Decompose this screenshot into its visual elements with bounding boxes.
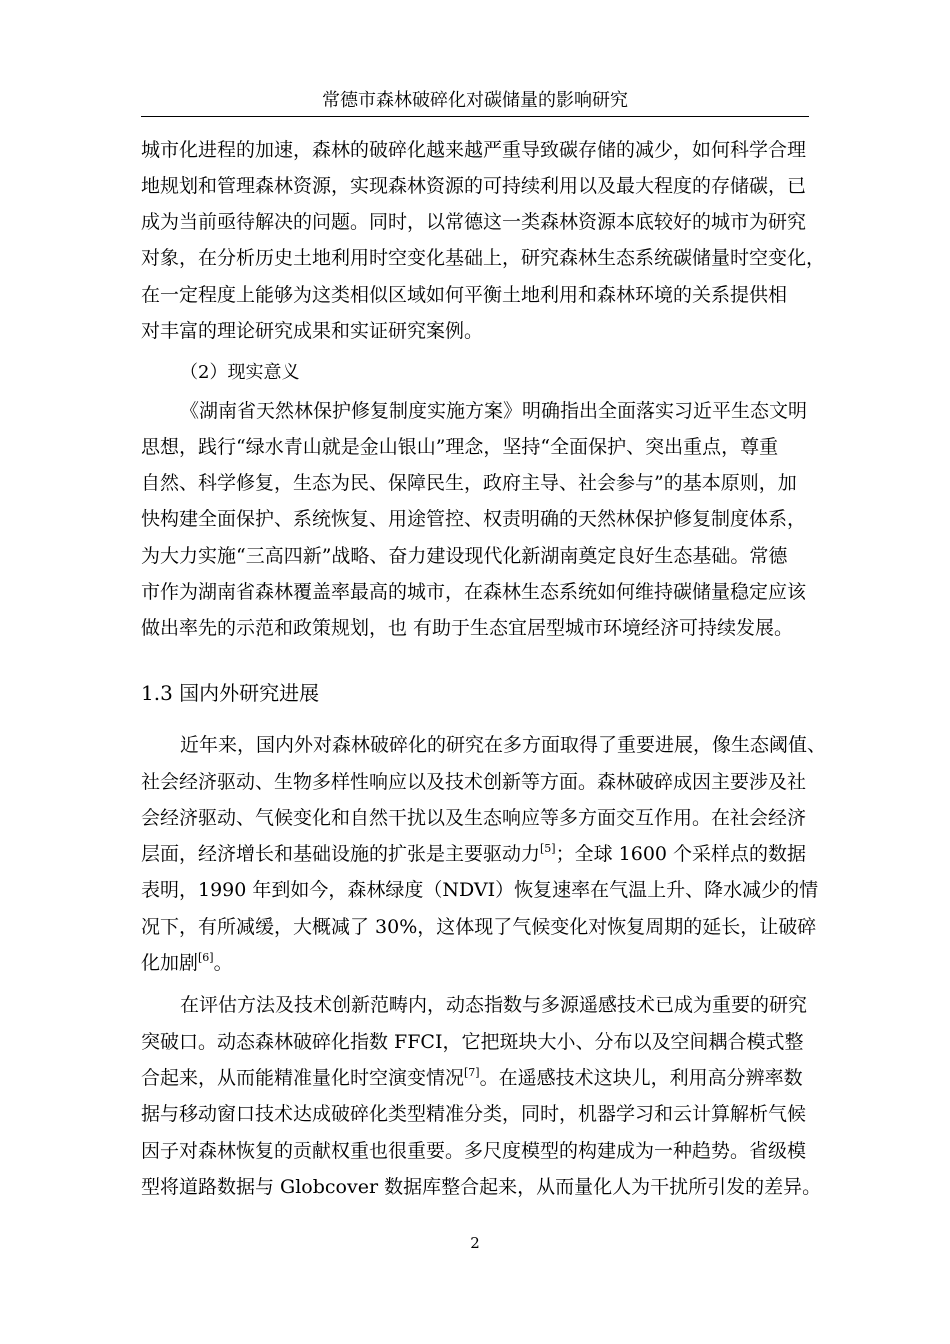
para2-line-4: 快构建全面保护、系统恢复、用途管控、权责明确的天然林保护修复制度体系， <box>141 508 807 530</box>
para3-line-4 <box>141 840 806 868</box>
para1-line-6: 对丰富的理论研究成果和实证研究案例。 <box>141 320 484 342</box>
running-header: 常德市森林破碎化对碳储量的影响研究 <box>141 86 809 117</box>
para2-line-1: 《湖南省天然林保护修复制度实施方案》明确指出全面落实习近平生态文明 <box>180 400 808 422</box>
para3-line-4-text-a: 层面，经济增长和基础设施的扩张是主要驱动力 <box>141 843 541 865</box>
subheading-practical-significance: （2）现实意义 <box>180 362 300 383</box>
para1-line-3: 成为当前亟待解决的问题。同时，以常德这一类森林资源本底较好的城市为研究 <box>141 211 807 233</box>
para4-line-1: 在评估方法及技术创新范畴内，动态指数与多源遥感技术已成为重要的研究 <box>180 994 808 1016</box>
para3-line-1: 近年来，国内外对森林破碎化的研究在多方面取得了重要进展，像生态阈值、 <box>180 734 827 756</box>
para4-line-3-text-b: 。在遥感技术这块儿，利用高分辨率数 <box>479 1067 803 1089</box>
para4-line-2: 突破口。动态森林破碎化指数 FFCI，它把斑块大小、分布以及空间耦合模式整 <box>141 1031 804 1053</box>
para1-line-2: 地规划和管理森林资源，实现森林资源的可持续利用以及最大程度的存储碳，已 <box>141 175 807 197</box>
para3-line-7 <box>141 949 233 977</box>
para4-line-5: 因子对森林恢复的贡献权重也很重要。多尺度模型的构建成为一种趋势。省级模 <box>141 1140 807 1162</box>
para3-line-7-text-b: 。 <box>213 952 233 974</box>
para3-line-4-text-b: ；全球 1600 个采样点的数据 <box>555 843 807 865</box>
para2-line-2: 思想，践行“绿水青山就是金山银山”理念，坚持“全面保护、突出重点，尊重 <box>141 436 779 458</box>
para2-line-7: 做出率先的示范和政策规划，也 有助于生态宜居型城市环境经济可持续发展。 <box>141 617 794 639</box>
citation-7[interactable]: [7] <box>464 1066 480 1079</box>
para4-line-6: 型将道路数据与 Globcover 数据库整合起来，从而量化人为干扰所引发的差异。 <box>141 1176 822 1198</box>
para2-line-5: 为大力实施“三高四新”战略、奋力建设现代化新湖南奠定良好生态基础。常德 <box>141 545 788 567</box>
citation-5[interactable]: [5] <box>540 842 556 855</box>
para1-line-4: 对象，在分析历史土地利用时空变化基础上，研究森林生态系统碳储量时空变化， <box>141 247 826 269</box>
para1-line-5: 在一定程度上能够为这类相似区域如何平衡土地利用和森林环境的关系提供相 <box>141 284 788 306</box>
para3-line-6: 况下，有所减缓，大概减了 30%，这体现了气候变化对恢复周期的延长，让破碎 <box>141 916 817 938</box>
para4-line-3 <box>141 1064 803 1092</box>
para2-line-3: 自然、科学修复，生态为民、保障民生，政府主导、社会参与”的基本原则，加 <box>141 472 797 494</box>
section-heading: 1.3 国内外研究进展 <box>141 681 320 705</box>
para3-line-3: 会经济驱动、气候变化和自然干扰以及生态响应等多方面交互作用。在社会经济 <box>141 807 807 829</box>
citation-6[interactable]: [6] <box>198 951 214 964</box>
para3-line-7-text-a: 化加剧 <box>141 952 199 974</box>
page-number: 2 <box>470 1234 480 1252</box>
para3-line-2: 社会经济驱动、生物多样性响应以及技术创新等方面。森林破碎成因主要涉及社 <box>141 771 807 793</box>
para4-line-4: 据与移动窗口技术达成破碎化类型精准分类，同时，机器学习和云计算解析气候 <box>141 1103 807 1125</box>
para1-line-1: 城市化进程的加速，森林的破碎化越来越严重导致碳存储的减少，如何科学合理 <box>141 139 807 161</box>
para3-line-5: 表明，1990 年到如今，森林绿度（NDVI）恢复速率在气温上升、降水减少的情 <box>141 879 819 901</box>
para4-line-3-text-a: 合起来，从而能精准量化时空演变情况 <box>141 1067 465 1089</box>
para2-line-6: 市作为湖南省森林覆盖率最高的城市，在森林生态系统如何维持碳储量稳定应该 <box>141 581 807 603</box>
